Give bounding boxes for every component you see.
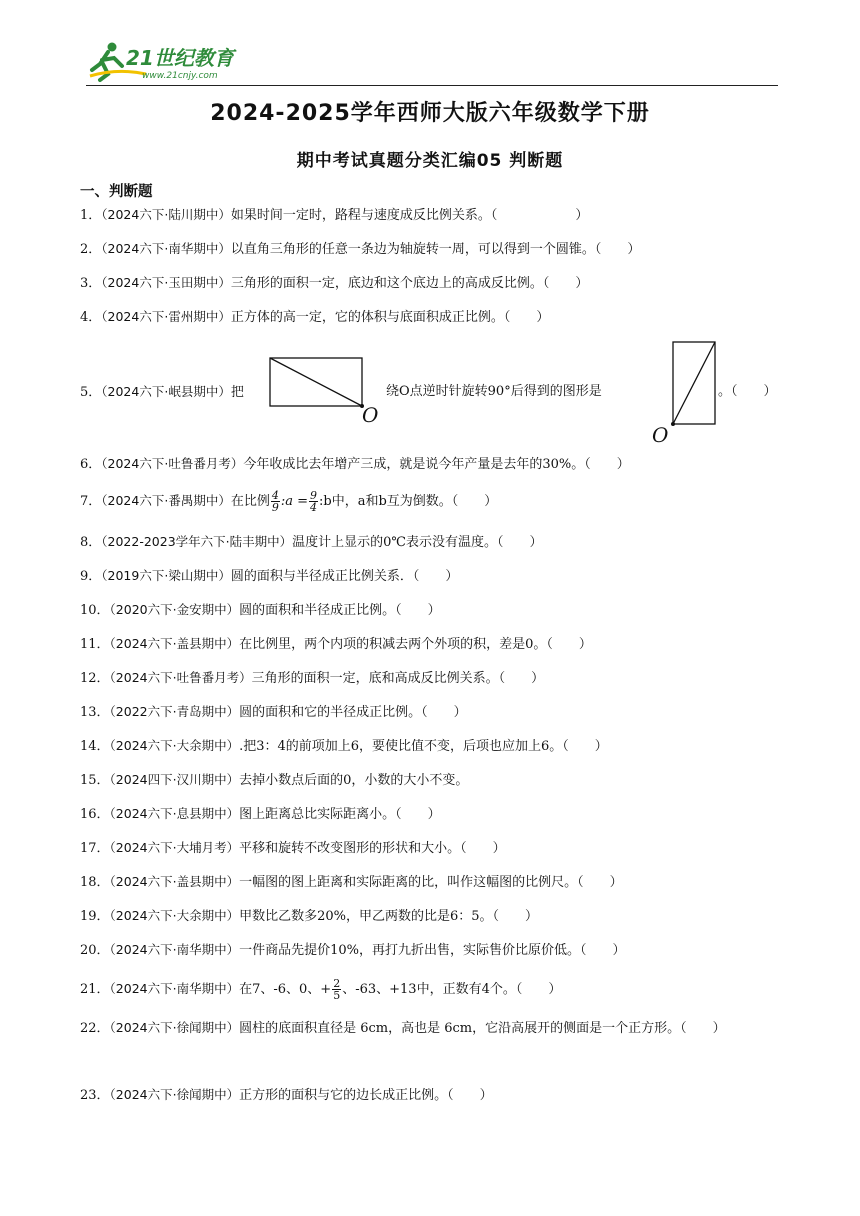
fraction: $\frac{4}{9}$ bbox=[271, 489, 279, 514]
question-15: 15．（2024四下·汉川期中）去掉小数点后面的0，小数的大小不变。 bbox=[80, 772, 469, 788]
logo-url: www.21cnjy.com bbox=[142, 71, 218, 81]
question-6: 6．（2024六下·吐鲁番月考）今年收成比去年增产三成，就是说今年产量是去年的30%。（ ） bbox=[80, 456, 630, 472]
fraction: $\frac{2}{5}$ bbox=[333, 977, 341, 1002]
question-17: 17．（2024六下·大埔月考）平移和旋转不改变图形的形状和大小。（ ） bbox=[80, 840, 506, 856]
question-3: 3．（2024六下·玉田期中）三角形的面积一定，底边和这个底边上的高成反比例。（ ） bbox=[80, 275, 589, 291]
question-23: 23．（2024六下·徐闻期中）正方形的面积与它的边长成正比例。（ ） bbox=[80, 1087, 493, 1103]
question-19: 19．（2024六下·大余期中）甲数比乙数多20%，甲乙两数的比是6：5。（ ） bbox=[80, 908, 539, 924]
question-14: 14．（2024六下·大余期中）.把3：4的前项加上6，要使比值不变，后项也应加上6。（ ） bbox=[80, 738, 608, 754]
question-13: 13．（2022六下·青岛期中）圆的面积和它的半径成正比例。（ ） bbox=[80, 704, 467, 720]
question-4: 4．（2024六下·雷州期中）正方体的高一定，它的体积与底面积成正比例。（ ） bbox=[80, 309, 550, 325]
question-22: 22．（2024六下·徐闻期中）圆柱的底面积直径是 6cm，高也是 6cm，它沿高展开的侧面是一个正方形。（ ） bbox=[80, 1020, 726, 1036]
svg-text:O: O bbox=[652, 423, 669, 447]
question-18: 18．（2024六下·盖县期中）一幅图的图上距离和实际距离的比，叫作这幅图的比例尺。（ ） bbox=[80, 874, 623, 890]
question-21: 21．（2024六下·南华期中）在7、-6、0、+ $\frac{2}{5}$ 、-63、+13中，正数有4个。（ ） bbox=[80, 977, 562, 1002]
question-8: 8．（2022-2023学年六下·陆丰期中）温度计上显示的0℃表示没有温度。（ ） bbox=[80, 534, 543, 550]
question-11: 11．（2024六下·盖县期中）在比例里，两个内项的积减去两个外项的积，差是0。（ ） bbox=[80, 636, 592, 652]
logo bbox=[88, 38, 258, 82]
question-2: 2．（2024六下·南华期中）以直角三角形的任意一条边为轴旋转一周，可以得到一个圆锥。（ ） bbox=[80, 241, 641, 257]
question-20: 20．（2024六下·南华期中）一件商品先提价10%，再打九折出售，实际售价比原价低。（ ） bbox=[80, 942, 626, 958]
figure-rectangle bbox=[268, 356, 379, 427]
question-1: 1．（2024六下·陆川期中）如果时间一定时，路程与速度成反比例关系。（ ） bbox=[80, 207, 589, 223]
question-9: 9．（2019六下·梁山期中）圆的面积与半径成正比例关系．（ ） bbox=[80, 568, 459, 584]
question-16: 16．（2024六下·息县期中）图上距离总比实际距离小。（ ） bbox=[80, 806, 441, 822]
fraction: $\frac{9}{4}$ bbox=[310, 489, 317, 514]
question-10: 10．（2020六下·金安期中）圆的面积和半径成正比例。（ ） bbox=[80, 602, 441, 618]
header-rule bbox=[86, 85, 778, 86]
question-12: 12．（2024六下·吐鲁番月考）三角形的面积一定，底和高成反比例关系。（ ） bbox=[80, 670, 545, 686]
section-heading: 一、判断题 bbox=[80, 184, 153, 200]
page-subtitle: 期中考试真题分类汇编05 判断题 bbox=[296, 151, 564, 171]
question-5: 5．（2024六下·岷县期中）把 O 绕O点逆时针旋转90°后得到的图形是 O 。（ ） bbox=[80, 340, 785, 440]
question-7: 7．（2024六下·番禺期中）在比例 $\frac{4}{9}$ :a = $\frac{9}{4}$ :b中，a和b互为倒数。（ ） bbox=[80, 489, 498, 514]
svg-text:O: O bbox=[362, 403, 379, 427]
logo-text: 21世纪教育 bbox=[126, 46, 234, 70]
page-title: 2024-2025学年西师大版六年级数学下册 bbox=[210, 101, 650, 126]
